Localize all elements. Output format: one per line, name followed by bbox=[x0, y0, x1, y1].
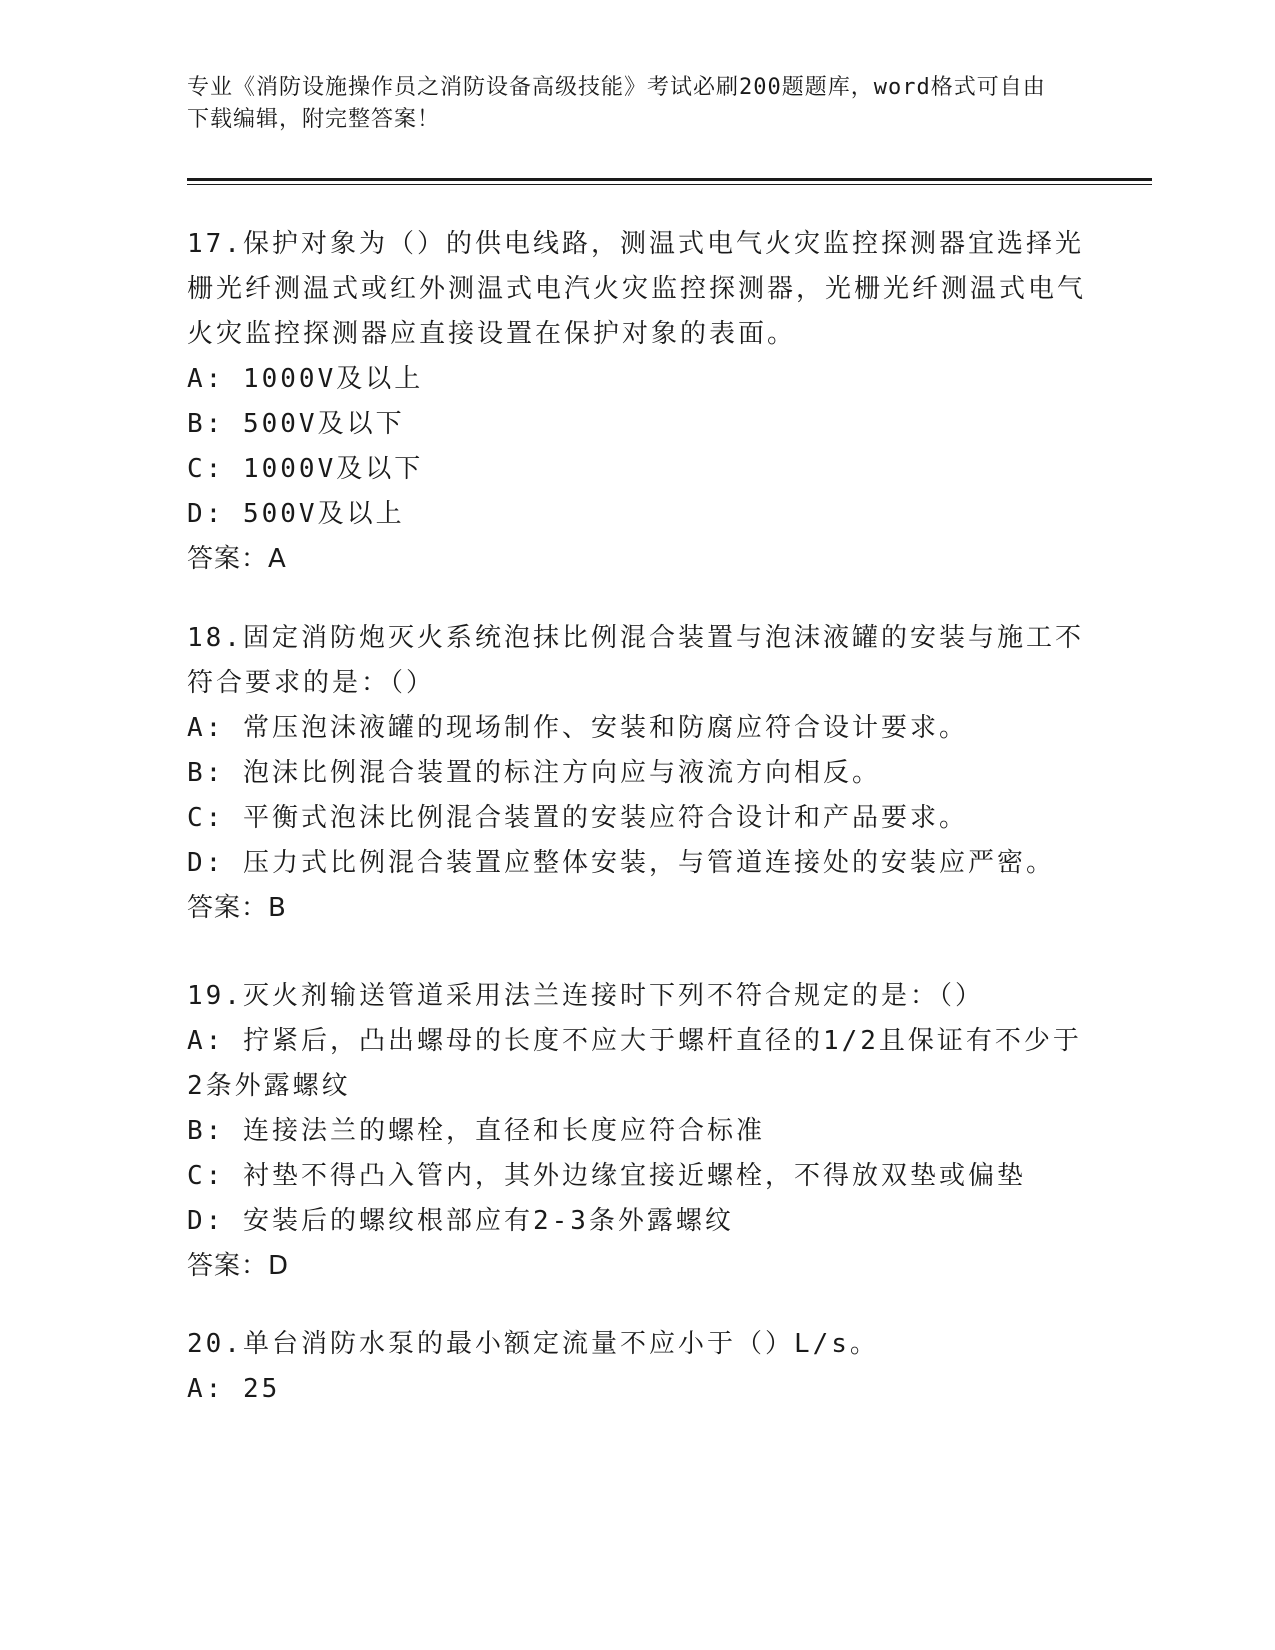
option-c: C: 平衡式泡沫比例混合装置的安装应符合设计和产品要求。 bbox=[187, 803, 968, 833]
question-17 bbox=[187, 222, 1087, 582]
option-a: A: 25 bbox=[187, 1374, 281, 1404]
option-a: A: 1000V及以上 bbox=[187, 364, 424, 394]
question-text: 18.固定消防炮灭火系统泡抹比例混合装置与泡沫液罐的安装与施工不符合要求的是：（） bbox=[187, 623, 1084, 698]
option-d: D: 500V及以上 bbox=[187, 499, 405, 529]
header-divider-thick bbox=[187, 178, 1152, 181]
option-a: A: 拧紧后，凸出螺母的长度不应大于螺杆直径的1/2且保证有不少于2条外露螺纹 bbox=[187, 1026, 1082, 1101]
header-divider-thin bbox=[187, 184, 1152, 185]
question-20 bbox=[187, 1322, 1087, 1412]
document-header: 专业《消防设施操作员之消防设备高级技能》考试必刷200题题库，word格式可自由下载编辑，附完整答案！ bbox=[187, 75, 1046, 132]
question-text: 19.灭火剂输送管道采用法兰连接时下列不符合规定的是：（） bbox=[187, 981, 984, 1011]
question-text: 17.保护对象为（）的供电线路，测温式电气火灾监控探测器宜选择光栅光纤测温式或红外测温式电汽火灾监控探测器，光栅光纤测温式电气火灾监控探测器应直接设置在保护对象的表面。 bbox=[187, 229, 1087, 349]
answer-label: 答案：B bbox=[187, 893, 287, 923]
answer-label: 答案：D bbox=[187, 1251, 290, 1281]
option-a: A: 常压泡沫液罐的现场制作、安装和防腐应符合设计要求。 bbox=[187, 713, 968, 743]
option-b: B: 连接法兰的螺栓，直径和长度应符合标准 bbox=[187, 1116, 765, 1146]
option-c: C: 衬垫不得凸入管内，其外边缘宜接近螺栓，不得放双垫或偏垫 bbox=[187, 1161, 1026, 1191]
answer-label: 答案：A bbox=[187, 544, 287, 574]
question-19 bbox=[187, 974, 1087, 1289]
question-18 bbox=[187, 616, 1087, 931]
option-d: D: 安装后的螺纹根部应有2-3条外露螺纹 bbox=[187, 1206, 734, 1236]
option-d: D: 压力式比例混合装置应整体安装，与管道连接处的安装应严密。 bbox=[187, 848, 1055, 878]
option-b: B: 泡沫比例混合装置的标注方向应与液流方向相反。 bbox=[187, 758, 881, 788]
question-text: 20.单台消防水泵的最小额定流量不应小于（）L/s。 bbox=[187, 1329, 879, 1359]
option-c: C: 1000V及以下 bbox=[187, 454, 424, 484]
option-b: B: 500V及以下 bbox=[187, 409, 405, 439]
